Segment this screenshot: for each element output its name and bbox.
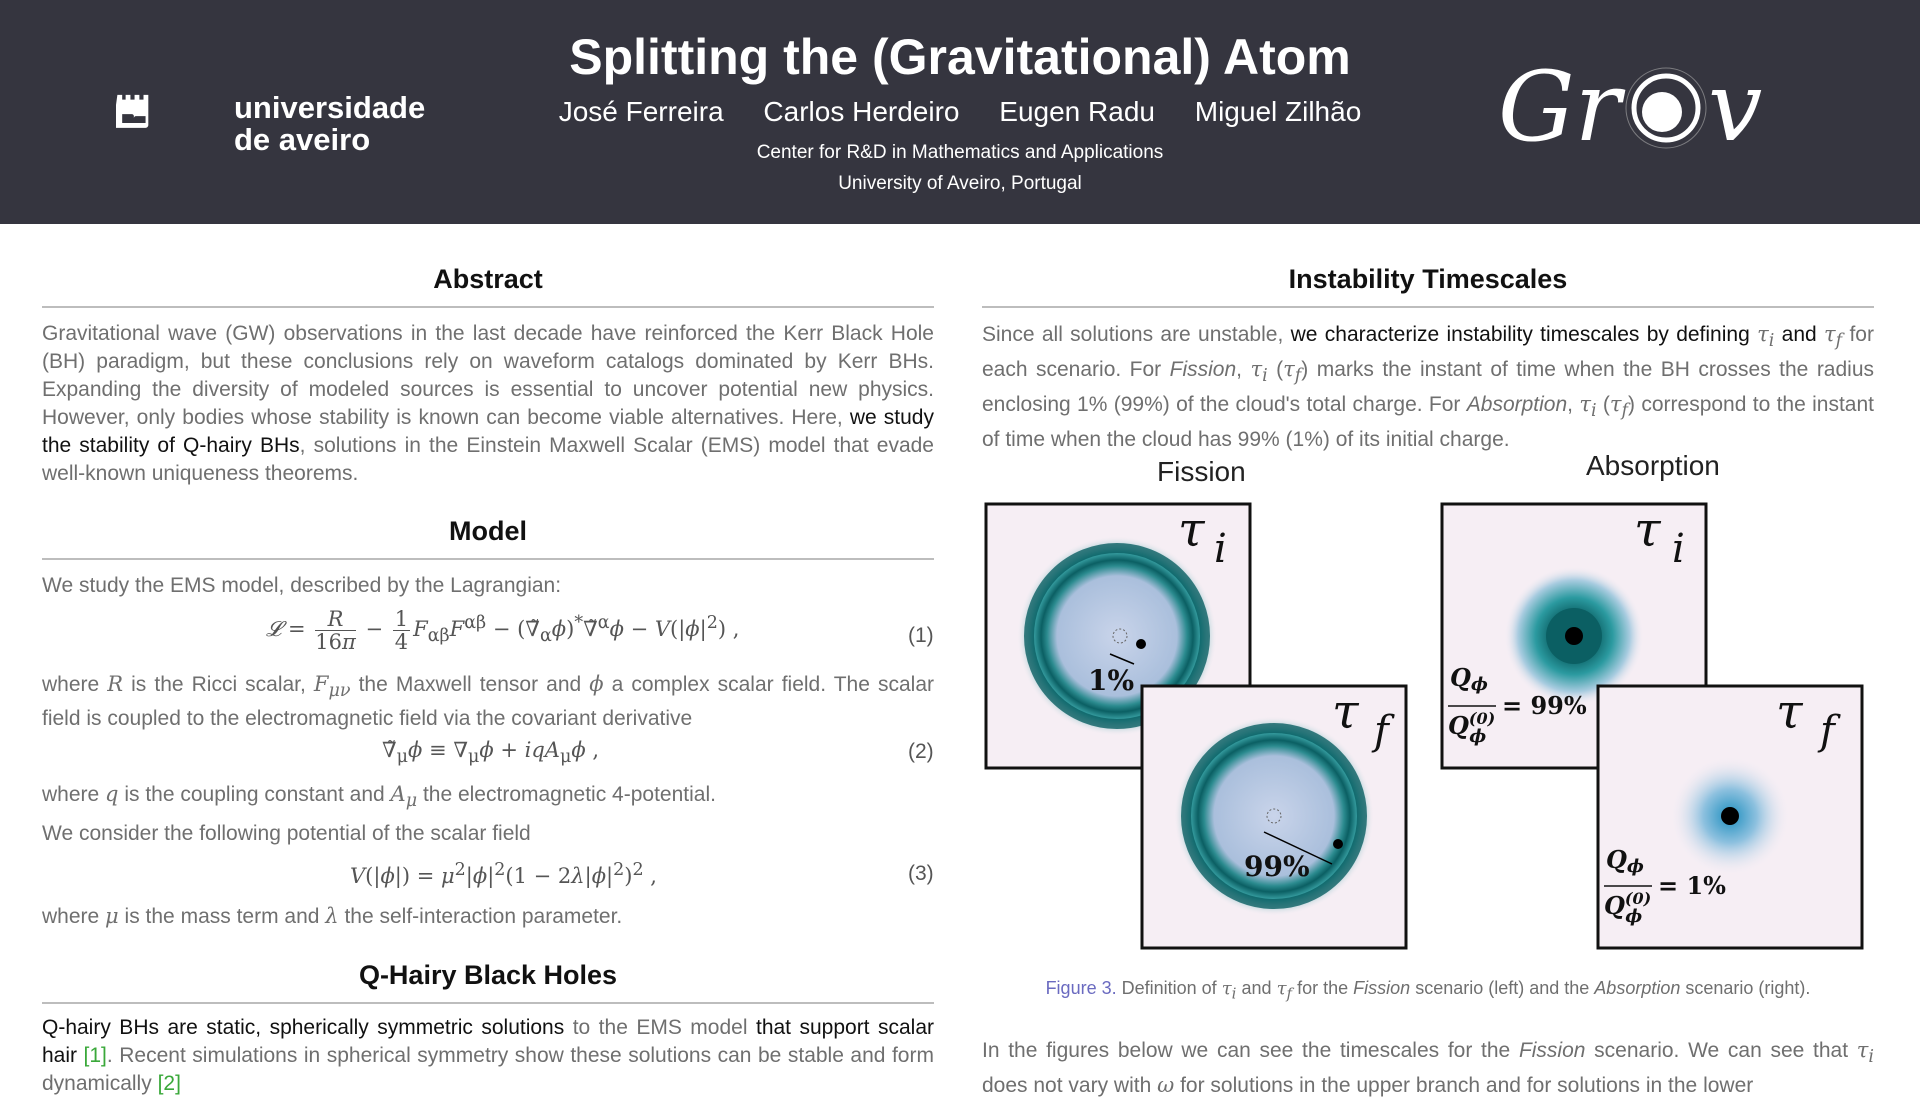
author-name: José Ferreira — [558, 96, 724, 127]
tau-i-subscript: i — [1672, 526, 1685, 572]
absorption-tf-panel — [1598, 684, 1862, 948]
charge-ratio-numerator: Qϕ — [1606, 845, 1644, 877]
section-divider — [982, 306, 1874, 308]
university-line-1: universidade — [234, 90, 426, 125]
charge-ratio-numerator: Qϕ — [1450, 663, 1488, 695]
abstract-text-end: , solutions in the Einstein Maxwell Scalar (EMS) model that evade well-known uniqueness theorems. — [42, 434, 934, 485]
qhairy-heading: Q-Hairy Black Holes — [358, 960, 618, 990]
abstract-heading: Abstract — [433, 264, 543, 294]
affiliation-line-1: Center for R&D in Mathematics and Applications — [756, 142, 1164, 163]
university-line-2: de aveiro — [234, 122, 371, 157]
section-divider — [42, 306, 934, 308]
citation-link[interactable]: [1] — [83, 1044, 107, 1067]
abstract-highlight: we study the stability of Q-hairy BHs — [42, 406, 934, 457]
author-name: Eugen Radu — [999, 96, 1155, 127]
model-intro: We study the EMS model, described by the Lagrangian: — [42, 574, 562, 597]
grav-group-logo — [1498, 48, 1808, 168]
author-name: Carlos Herdeiro — [763, 96, 960, 127]
fission-ti-percent: 1% — [1088, 664, 1135, 697]
absorption-label: Absorption — [1586, 450, 1720, 481]
absorption-tf-value: = 1% — [1658, 871, 1726, 900]
equation-number: (3) — [908, 862, 934, 885]
timescales-heading: Instability Timescales — [1288, 264, 1568, 294]
affiliation-line-2: University of Aveiro, Portugal — [838, 173, 1082, 194]
citation-link[interactable]: [2] — [157, 1072, 181, 1095]
equation-number: (1) — [908, 624, 934, 647]
tau-i-symbol: 𝜏 — [1634, 502, 1661, 558]
equation-number: (2) — [908, 740, 934, 763]
covariant-derivative-equation: $\nablã_\mu\phi \equiv \nabla_\mu\phi + iqA_\mu\phi$ , — [382, 738, 600, 768]
grav-logo-core — [1642, 92, 1682, 132]
poster-header — [0, 0, 1920, 224]
figure-caption: Figure 3. Definition of $\tau_i$ and $\tau_f$ for the Fission scenario (left) and the Absorption scenario (right). — [1045, 978, 1811, 1003]
tau-f-subscript: f — [1374, 708, 1389, 754]
fission-label: Fission — [1157, 456, 1246, 487]
qhairy-paragraph: Q-hairy BHs are static, spherically symmetric solutions to the EMS model that support scalar hair [1]. Recent simulations in spherical symmetry show these solutions can be stable and form dynamically [2] — [42, 1016, 934, 1095]
potential-intro: We consider the following potential of the scalar field — [42, 822, 531, 845]
lagrangian-equation: 𝓛 = $\frac{R}{16\pi}$ − $\frac{1}{4}$ $F_{\alpha\beta}F^{\alpha\beta}$ − $(\nablã_\alpha\phi)^*\nablã^\alpha\phi - V(|\phi|^2)$ , — [266, 607, 740, 654]
timescales-paragraph: Since all solutions are unstable, we characterize instability timescales by defining $\tau_i$ and $\tau_f$ for each scenario. For Fission, $\tau_i$ $(\tau_f)$ marks the instant of time when the BH crosses the radius enclosing 1% (99%) of the cloud's total charge. For Absorption, $\tau_i$ $(\tau_f)$ correspond to the instant of time when the cloud has 99% (1%) of its initial charge. — [982, 322, 1875, 451]
charge-ratio-denominator: $Q^{(0)}$ ϕ — [1448, 709, 1496, 747]
timescale-figure — [982, 496, 1874, 956]
abstract-text: Gravitational wave (GW) observations in the last decade have reinforced the Kerr Black Hole (BH) paradigm, but these conclusions rely on waveform catalogs dominated by Kerr BHs. Expanding the diversity of modeled sources is essential to uncover potential new physics. However, only bodies whose stability is known can become viable alternatives. Here, — [42, 322, 934, 429]
poster-title: Splitting the (Gravitational) Atom — [569, 29, 1351, 85]
section-divider — [42, 558, 934, 560]
model-heading: Model — [449, 516, 527, 546]
tau-f-symbol: 𝜏 — [1776, 684, 1803, 740]
model-paragraph-3: where q is the coupling constant and $A_\mu$ the electromagnetic 4-potential. — [42, 782, 716, 812]
figure-reference: Figure 3. — [1045, 978, 1117, 998]
model-paragraph-4: where μ is the mass term and λ the self-interaction parameter. — [42, 904, 623, 928]
fission-tf-panel — [1142, 684, 1406, 948]
author-name: Miguel Zilhão — [1194, 96, 1362, 127]
absorption-ti-value: = 99% — [1502, 691, 1587, 720]
section-divider — [42, 1002, 934, 1004]
abstract-paragraph — [42, 320, 934, 488]
tau-i-subscript: i — [1214, 526, 1227, 572]
fission-tf-percent: 99% — [1244, 850, 1310, 883]
tau-f-subscript: f — [1820, 708, 1835, 754]
timescales-bottom-paragraph: In the figures below we can see the timescales for the Fission scenario. We can see that $\tau_i$ does not vary with ω for solutions in the upper branch and for solutions in the lower — [982, 1038, 1874, 1098]
tau-f-symbol: 𝜏 — [1332, 684, 1359, 740]
model-paragraph-2: where R is the Ricci scalar, $F_{\mu\nu}$ the Maxwell tensor and ϕ a complex scalar field. The scalar field is coupled to the electromagnetic field via the covariant derivative — [42, 672, 934, 731]
charge-ratio-denominator: $Q^{(0)}$ ϕ — [1604, 889, 1652, 927]
tau-i-symbol: 𝜏 — [1178, 502, 1205, 558]
grav-logo-text-left: Gr — [1498, 51, 1621, 163]
potential-equation: $V(|\phi|) = \mu^2|\phi|^2(1 - 2\lambda|\phi|^2)^2$ , — [350, 860, 657, 888]
grav-logo-text-right: v — [1708, 51, 1763, 163]
